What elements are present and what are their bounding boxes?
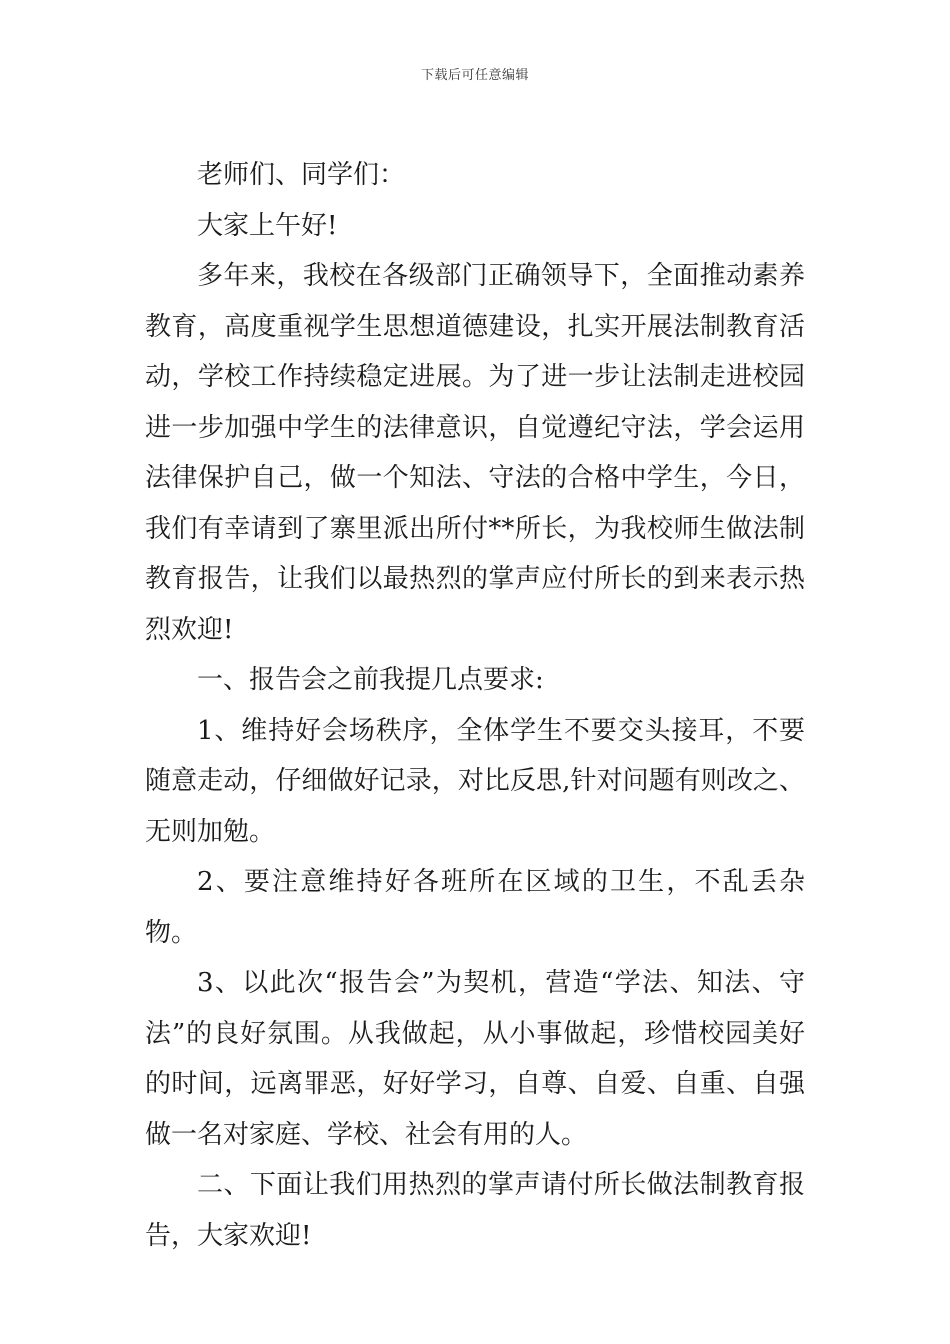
header-note: 下载后可任意编辑: [420, 68, 529, 83]
paragraph-requirement-1: 1、维持好会场秩序，全体学生不要交头接耳，不要随意走动，仔细做好记录，对比反思,针对问题有则改之、无则加勉。: [145, 715, 805, 847]
paragraph-intro: 多年来，我校在各级部门正确领导下，全面推动素养教育，高度重视学生思想道德建设，扎实开展法制教育活动，学校工作持续稳定进展。为了进一步让法制走进校园进一步加强中学生的法律意识，自觉遵纪守法，学会运用法律保护自己，做一个知法、守法的合格中学生，今日，我们有幸请到了寨里派出所付**所长，为我校师生做法制教育报告，让我们以最热烈的掌声应付所长的到来表示热烈欢迎!: [145, 261, 805, 645]
greeting: 大家上午好!: [197, 210, 338, 241]
document-body: [145, 150, 805, 1261]
paragraph-requirements-heading: 一、报告会之前我提几点要求:: [197, 665, 544, 695]
paragraph-requirement-3: 3、以此次“报告会”为契机，营造“学法、知法、守法”的良好氛围。从我做起，从小事做起，珍惜校园美好的时间，远离罪恶，好好学习，自尊、自爱、自重、自强做一名对家庭、学校、社会有用的人。: [145, 968, 805, 1150]
paragraph-closing: 二、下面让我们用热烈的掌声请付所长做法制教育报告，大家欢迎!: [145, 1170, 805, 1251]
paragraph-requirement-2: 2、要注意维持好各班所在区域的卫生，不乱丢杂物。: [145, 867, 805, 948]
salutation: 老师们、同学们：: [197, 160, 406, 190]
